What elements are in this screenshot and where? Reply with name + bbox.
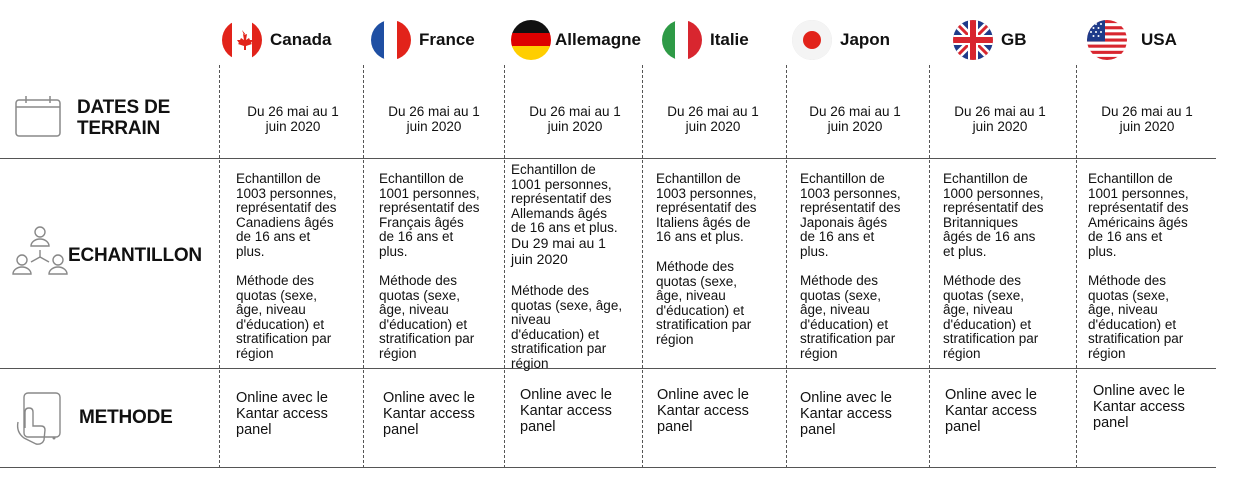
- row-label-methode: METHODE: [79, 407, 173, 428]
- method-cell-uk: Méthode des quotas (sexe, âge, niveau d'éducation) et stratification par région: [943, 273, 1039, 361]
- country-japan: [792, 17, 890, 63]
- usa-flag-icon: [1087, 20, 1127, 60]
- country-usa: [1087, 17, 1177, 63]
- germany-flag-icon: [511, 20, 551, 60]
- dates-cell-uk: Du 26 mai au 1 juin 2020: [954, 104, 1046, 134]
- sample-cell-usa: Echantillon de 1001 personnes, représentatif des Américains âgés de 16 ans et plus.: [1088, 171, 1189, 259]
- country-germany: [511, 17, 641, 63]
- methode-cell-uk: Online avec le Kantar access panel: [945, 387, 1037, 435]
- calendar-icon: [15, 95, 61, 142]
- sample-cell-germany: Echantillon de 1001 personnes, représentatif des Allemands âgés de 16 ans et plus.: [511, 162, 618, 235]
- japan-flag-icon: [792, 20, 832, 60]
- country-name: Italie: [710, 30, 749, 49]
- methode-cell-usa: Online avec le Kantar access panel: [1093, 383, 1185, 431]
- country-france: [371, 17, 475, 63]
- dates-cell-germany: Du 26 mai au 1 juin 2020: [529, 104, 621, 134]
- sample-cell-france: Echantillon de 1001 personnes, représentatif des Français âgés de 16 ans et plus.: [379, 171, 480, 259]
- country-uk: [953, 17, 1027, 63]
- row-label-echantillon: ECHANTILLON: [68, 245, 202, 266]
- column-divider: [929, 65, 930, 468]
- methode-cell-france: Online avec le Kantar access panel: [383, 390, 475, 438]
- sample-cell-uk: Echantillon de 1000 personnes, représentatif des Britanniques âgés de 16 ans et plus.: [943, 171, 1044, 259]
- methode-cell-canada: Online avec le Kantar access panel: [236, 390, 328, 438]
- dates-cell-usa: Du 26 mai au 1 juin 2020: [1101, 104, 1193, 134]
- france-flag-icon: [371, 20, 411, 60]
- country-name: GB: [1001, 30, 1027, 49]
- dates-cell-japan: Du 26 mai au 1 juin 2020: [809, 104, 901, 134]
- method-cell-japan: Méthode des quotas (sexe, âge, niveau d'éducation) et stratification par région: [800, 273, 896, 361]
- italy-flag-icon: [662, 20, 702, 60]
- dates-cell-canada: Du 26 mai au 1 juin 2020: [247, 104, 339, 134]
- column-divider: [363, 65, 364, 468]
- uk-flag-icon: [953, 20, 993, 60]
- column-divider: [219, 65, 220, 468]
- methode-cell-italy: Online avec le Kantar access panel: [657, 387, 749, 435]
- method-cell-france: Méthode des quotas (sexe, âge, niveau d'éducation) et stratification par région: [379, 273, 475, 361]
- country-name: Japon: [840, 30, 891, 49]
- canada-flag-icon: [222, 20, 262, 60]
- row-label-dates: DATES DE TERRAIN: [77, 97, 171, 139]
- column-divider: [642, 65, 643, 468]
- row-divider: [0, 158, 1216, 159]
- row-divider: [0, 467, 1216, 468]
- sample-cell-japan: Echantillon de 1003 personnes, représentatif des Japonais âgés de 16 ans et plus.: [800, 171, 901, 259]
- country-canada: [222, 17, 331, 63]
- sample-cell-italy: Echantillon de 1003 personnes, représentatif des Italiens âgés de 16 ans et plus.: [656, 171, 757, 244]
- sample-cell-canada: Echantillon de 1003 personnes, représentatif des Canadiens âgés de 16 ans et plus.: [236, 171, 337, 259]
- hand-touch-icon: [14, 392, 64, 451]
- dates-note-germany: Du 29 mai au 1 juin 2020: [511, 235, 606, 267]
- people-network-icon: [11, 224, 69, 287]
- column-divider: [1076, 65, 1077, 468]
- country-name: France: [419, 30, 475, 49]
- method-cell-italy: Méthode des quotas (sexe, âge, niveau d'éducation) et stratification par région: [656, 259, 752, 347]
- methode-cell-japan: Online avec le Kantar access panel: [800, 390, 892, 438]
- country-name: Canada: [270, 30, 332, 49]
- country-italy: [662, 17, 749, 63]
- method-cell-canada: Méthode des quotas (sexe, âge, niveau d'éducation) et stratification par région: [236, 273, 332, 361]
- country-name: USA: [1141, 30, 1177, 49]
- dates-cell-italy: Du 26 mai au 1 juin 2020: [667, 104, 759, 134]
- country-name: Allemagne: [555, 30, 641, 49]
- dates-cell-france: Du 26 mai au 1 juin 2020: [388, 104, 480, 134]
- method-cell-usa: Méthode des quotas (sexe, âge, niveau d'éducation) et stratification par région: [1088, 273, 1184, 361]
- methode-cell-germany: Online avec le Kantar access panel: [520, 387, 612, 435]
- method-cell-germany: Méthode des quotas (sexe, âge, niveau d'éducation) et stratification par région: [511, 283, 623, 371]
- column-divider: [786, 65, 787, 468]
